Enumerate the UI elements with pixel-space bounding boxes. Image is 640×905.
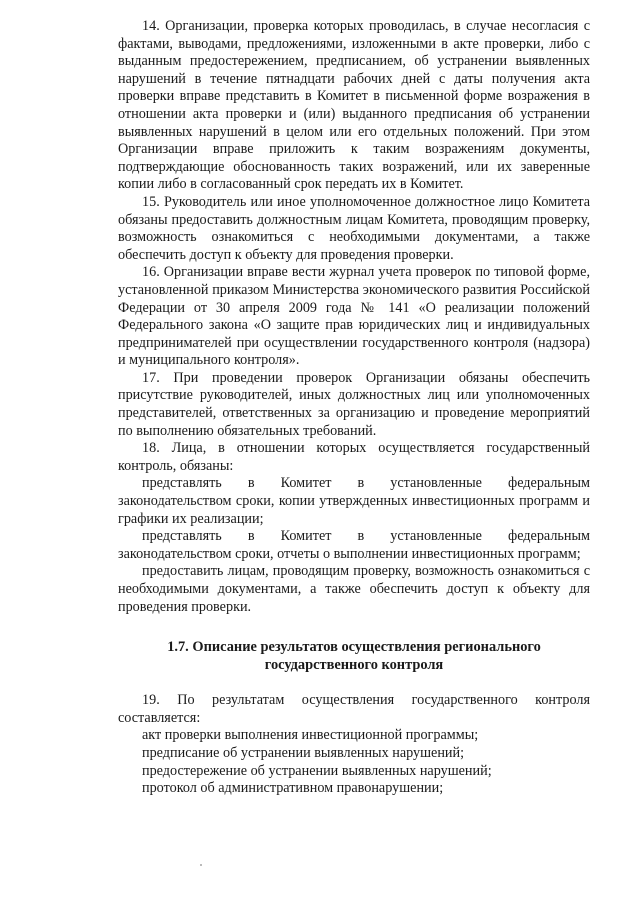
section-heading: 1.7. Описание результатов осуществления регионального государственного контроля — [167, 639, 541, 674]
paragraph-17: 17. При проведении проверок Организации обязаны обеспечить присутствие руководителей, иных должностных лиц или уполномоченных представителей, ответственных за организацию и проведение мероприятий по выполнению обязательных требований. — [118, 369, 590, 439]
paragraph-18-item-1: представлять в Комитет в установленные федеральным законодательством сроки, копии утвержденных инвестиционных программ и графики их реализации; — [118, 475, 590, 527]
paragraph-16: 16. Организации вправе вести журнал учета проверок по типовой форме, установленной приказом Министерства экономического развития Российской Федерации от 30 апреля 2009 года № 141 «О реализации положений Федерального закона «О защите прав юридических лиц и индивидуальных предпринимателей при осуществлении государственного контроля (надзора) и муниципального контроля». — [118, 264, 590, 369]
result-item-1: акт проверки выполнения инвестиционной программы; — [142, 727, 479, 744]
result-item-3: предостережение об устранении выявленных нарушений; — [142, 762, 492, 779]
result-item-4: протокол об административном правонарушении; — [142, 780, 444, 797]
paragraph-15: 15. Руководитель или иное уполномоченное должностное лицо Комитета обязаны предоставить должностным лицам Комитета, проводящим проверку, возможность ознакомиться с необходимыми документами, а также обеспечить доступ к объекту для проведения проверки. — [118, 193, 590, 263]
paragraph-18: 18. Лица, в отношении которых осуществляется государственный контроль, обязаны: — [118, 440, 590, 474]
paragraph-14: 14. Организации, проверка которых проводилась, в случае несогласия с фактами, выводами, предложениями, изложенными в акте проверки, либо с выданным предостережением, предписанием, об устранении выявленных нарушений в течение пятнадцати рабочих дней с даты получения акта проверки вправе представить в Комитет в письменной форме возражения в отношении акта проверки и (или) выданного предписания об устранении выявленных нарушений в целом или его отдельных положений. При этом Организации вправе приложить к таким возражениям документы, подтверждающие обоснованность таких возражений, или их заверенные копии либо в согласованный срок передать их в Комитет. — [118, 18, 590, 193]
paragraph-19: 19. По результатам осуществления государственного контроля составляется: — [118, 692, 590, 726]
document-page — [118, 18, 590, 798]
paragraph-18-item-2: представлять в Комитет в установленные федеральным законодательством сроки, отчеты о выполнении инвестиционных программ; — [118, 528, 590, 562]
result-item-2: предписание об устранении выявленных нарушений; — [142, 744, 465, 761]
paragraph-18-item-3: предоставить лицам, проводящим проверку, возможность ознакомиться с необходимыми документами, а также обеспечить доступ к объекту для проведения проверки. — [118, 563, 590, 615]
scan-speck — [200, 864, 202, 866]
